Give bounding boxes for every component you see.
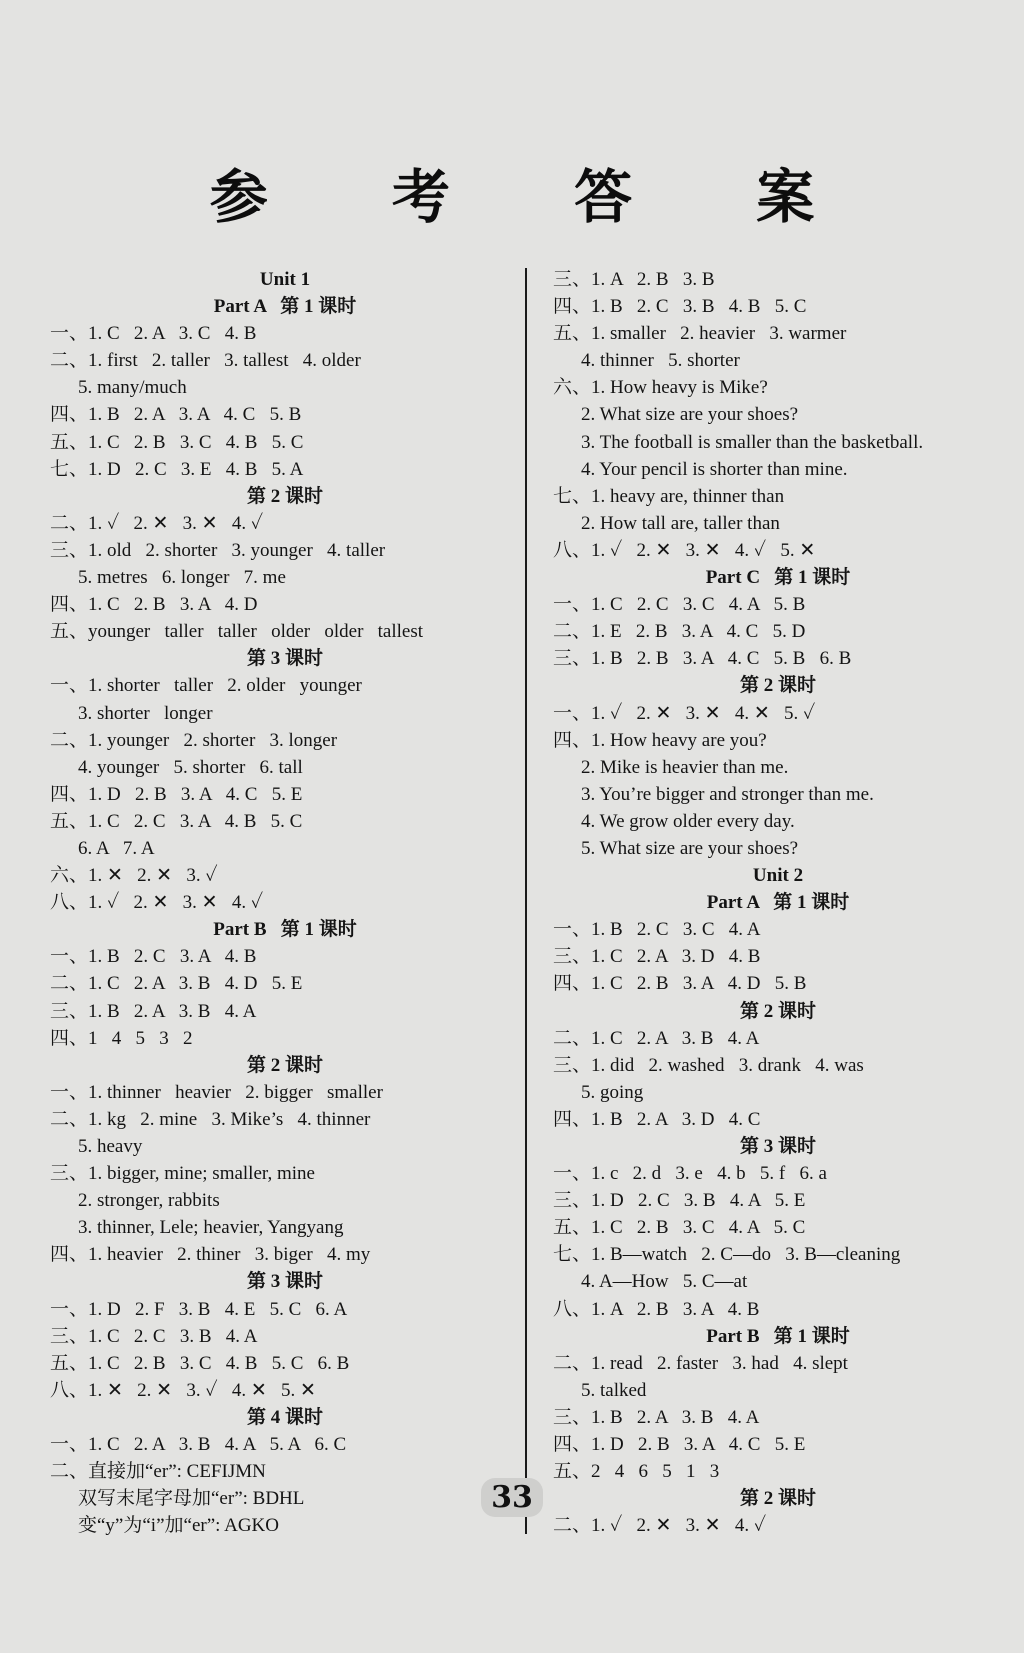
section-heading: 第 2 课时 (246, 485, 323, 507)
answer-line: 三、1. C 2. C 3. B 4. A (50, 1325, 258, 1347)
answer-line: 四、1. B 2. A 3. D 4. C (553, 1108, 761, 1130)
answer-line: 二、直接加“er”: CEFIJMN (50, 1461, 266, 1483)
answer-line: 2. stronger, rabbits (78, 1190, 220, 1212)
section-heading: Part B 第 1 课时 (706, 1325, 850, 1347)
section-heading: 第 2 课时 (739, 675, 816, 697)
answer-line: 三、1. bigger, mine; smaller, mine (50, 1163, 315, 1185)
answer-line: 四、1 4 5 3 2 (50, 1027, 193, 1049)
section-heading: Part A 第 1 课时 (213, 296, 357, 318)
section-heading: Part B 第 1 课时 (213, 919, 357, 941)
answer-line: 八、1. ✓ 2. ✕ 3. ✕ 4. ✓ 5. ✕ (553, 539, 816, 561)
section-heading: 第 2 课时 (246, 1054, 323, 1076)
section-heading: 第 3 课时 (739, 1136, 816, 1157)
answer-line: 七、1. B—watch 2. C—do 3. B—cleaning (553, 1244, 901, 1266)
answer-line: 四、1. C 2. B 3. A 4. D (50, 594, 258, 616)
page-number: 33 (481, 1478, 543, 1517)
answer-line: 5. talked (581, 1379, 647, 1401)
answer-line: 三、1. old 2. shorter 3. younger 4. taller (50, 539, 386, 561)
answer-line: 八、1. A 2. B 3. A 4. B (553, 1298, 760, 1320)
answer-line: 2. Mike is heavier than me. (581, 756, 789, 778)
answer-line: 四、1. B 2. C 3. B 4. B 5. C (553, 296, 807, 318)
answer-line: 一、1. C 2. A 3. B 4. A 5. A 6. C (50, 1434, 347, 1456)
answer-line: 五、1. C 2. B 3. C 4. B 5. C 6. B (50, 1352, 350, 1374)
answer-line: 六、1. How heavy is Mike? (553, 377, 768, 399)
answer-line: 一、1. B 2. C 3. A 4. B (50, 946, 257, 968)
answer-line: 3. You’re bigger and stronger than me. (581, 783, 874, 805)
answer-line: 二、1. ✓ 2. ✕ 3. ✕ 4. ✓ (50, 512, 264, 534)
section-heading: Unit 1 (259, 269, 311, 290)
answer-line: 二、1. E 2. B 3. A 4. C 5. D (553, 621, 806, 643)
answer-line: 三、1. A 2. B 3. B (553, 269, 715, 290)
answer-line: 4. younger 5. shorter 6. tall (78, 756, 303, 778)
section-heading: Part A 第 1 课时 (706, 892, 850, 914)
answer-line: 变“y”为“i”加“er”: AGKO (78, 1515, 280, 1537)
answer-line: 3. thinner, Lele; heavier, Yangyang (78, 1217, 344, 1239)
answer-line: 一、1. C 2. A 3. C 4. B (50, 323, 257, 345)
left-answer-column (50, 266, 520, 1539)
answer-line: 3. The football is smaller than the basketball. (581, 431, 924, 453)
answer-line: 五、1. C 2. B 3. C 4. B 5. C (50, 431, 304, 453)
section-heading: 第 2 课时 (739, 1488, 816, 1510)
answer-line: 4. thinner 5. shorter (581, 350, 740, 372)
answer-line: 2. What size are your shoes? (581, 404, 799, 426)
column-divider (525, 268, 527, 1534)
answer-line: 二、1. C 2. A 3. B 4. D 5. E (50, 973, 303, 995)
answer-line: 一、1. C 2. C 3. C 4. A 5. B (553, 594, 806, 616)
answer-line: 一、1. c 2. d 3. e 4. b 5. f 6. a (553, 1163, 827, 1185)
answer-line: 二、1. kg 2. mine 3. Mike’s 4. thinner (50, 1108, 371, 1130)
answer-line: 三、1. B 2. B 3. A 4. C 5. B 6. B (553, 648, 852, 670)
answer-line: 4. A—How 5. C—at (581, 1271, 748, 1293)
answer-line: 四、1. C 2. B 3. A 4. D 5. B (553, 973, 807, 995)
page-number-badge (0, 1478, 1024, 1517)
section-heading: 第 4 课时 (246, 1406, 323, 1428)
page-title: 参 考 答 案 (209, 163, 867, 231)
answer-line: 四、1. How heavy are you? (553, 729, 767, 751)
answer-line: 五、1. C 2. B 3. C 4. A 5. C (553, 1217, 806, 1239)
answer-line: 三、1. C 2. A 3. D 4. B (553, 946, 761, 968)
answer-line: 四、1. D 2. B 3. A 4. C 5. E (50, 783, 303, 805)
answer-line: 四、1. D 2. B 3. A 4. C 5. E (553, 1434, 806, 1456)
answer-line: 八、1. ✕ 2. ✕ 3. ✓ 4. ✕ 5. ✕ (50, 1379, 316, 1401)
answer-line: 一、1. shorter taller 2. older younger (50, 675, 362, 697)
answer-line: 一、1. ✓ 2. ✕ 3. ✕ 4. ✕ 5. ✓ (553, 702, 816, 724)
answer-line: 三、1. B 2. A 3. B 4. A (553, 1406, 760, 1428)
answer-line: 6. A 7. A (78, 837, 155, 859)
answer-line: 二、1. younger 2. shorter 3. longer (50, 729, 338, 751)
answer-line: 5. What size are your shoes? (581, 837, 799, 859)
answer-line: 八、1. ✓ 2. ✕ 3. ✕ 4. ✓ (50, 892, 264, 914)
answer-line: 二、1. C 2. A 3. B 4. A (553, 1027, 760, 1049)
answer-line: 一、1. thinner heavier 2. bigger smaller (50, 1081, 383, 1103)
section-heading: 第 3 课时 (246, 1271, 323, 1293)
answer-line: 5. metres 6. longer 7. me (78, 567, 286, 589)
answer-line: 5. many/much (78, 377, 187, 399)
answer-line: 五、2 4 6 5 1 3 (553, 1461, 720, 1483)
answer-line: 五、1. C 2. C 3. A 4. B 5. C (50, 810, 303, 832)
answer-line: 2. How tall are, taller than (581, 512, 780, 534)
right-answer-column (553, 266, 1003, 1539)
section-heading: Unit 2 (752, 865, 804, 887)
section-heading: Part C 第 1 课时 (705, 567, 851, 589)
answer-line: 二、1. ✓ 2. ✕ 3. ✕ 4. ✓ (553, 1515, 767, 1537)
answer-line: 4. Your pencil is shorter than mine. (581, 458, 848, 480)
answer-line: 二、1. read 2. faster 3. had 4. slept (553, 1352, 848, 1374)
answer-line: 4. We grow older every day. (581, 810, 795, 832)
answer-line: 七、1. heavy are, thinner than (553, 485, 785, 507)
answer-line: 三、1. D 2. C 3. B 4. A 5. E (553, 1190, 806, 1212)
answer-line: 3. shorter longer (78, 702, 213, 724)
answer-line: 三、1. B 2. A 3. B 4. A (50, 1000, 257, 1022)
answer-line: 六、1. ✕ 2. ✕ 3. ✓ (50, 865, 218, 887)
section-heading: 第 2 课时 (739, 1000, 816, 1022)
answer-line: 一、1. B 2. C 3. C 4. A (553, 919, 761, 941)
answer-line: 5. going (581, 1081, 644, 1103)
answer-line: 四、1. B 2. A 3. A 4. C 5. B (50, 404, 302, 426)
answer-line: 5. heavy (78, 1136, 143, 1157)
section-heading: 第 3 课时 (246, 648, 323, 670)
answer-line: 五、1. smaller 2. heavier 3. warmer (553, 323, 847, 345)
answer-line: 三、1. did 2. washed 3. drank 4. was (553, 1054, 864, 1076)
answer-line: 四、1. heavier 2. thiner 3. biger 4. my (50, 1244, 371, 1266)
answer-line: 一、1. D 2. F 3. B 4. E 5. C 6. A (50, 1298, 348, 1320)
answer-line: 七、1. D 2. C 3. E 4. B 5. A (50, 458, 304, 480)
answer-line: 五、younger taller taller older older tallest (50, 621, 424, 643)
answer-line: 二、1. first 2. taller 3. tallest 4. older (50, 350, 361, 372)
answer-line: 双写末尾字母加“er”: BDHL (78, 1488, 305, 1510)
